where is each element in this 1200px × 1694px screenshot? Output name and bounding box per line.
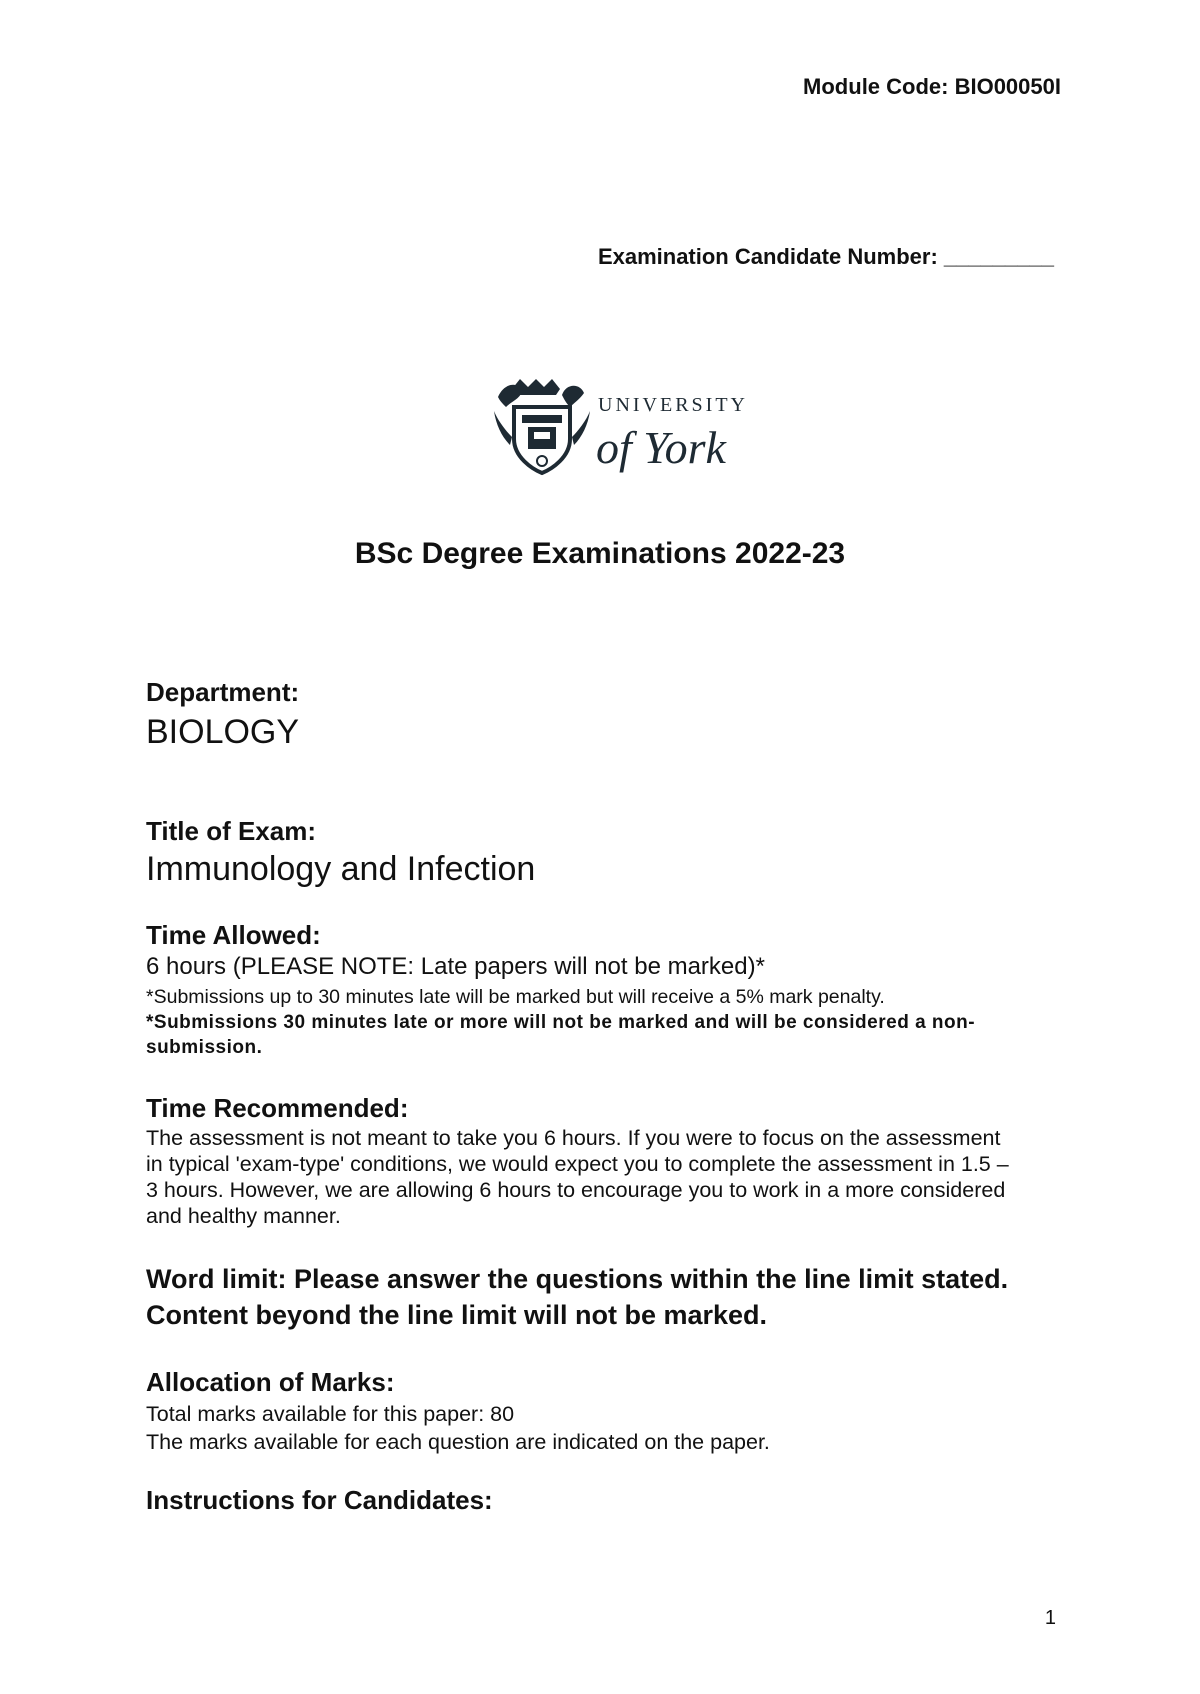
allocation-total: Total marks available for this paper: 80 [146, 1402, 515, 1426]
word-limit: Word limit: Please answer the questions within the line limit stated. Content beyond the line limit will not be marked. [146, 1264, 1009, 1330]
degree-title: BSc Degree Examinations 2022-23 [354, 537, 846, 570]
logo-text-top: UNIVERSITY [598, 394, 748, 416]
non-submission-note: *Submissions 30 minutes late or more will not be marked and will be considered a non-submission. [146, 1012, 976, 1058]
time-recommended-label: Time Recommended: [146, 1093, 409, 1123]
department-value: BIOLOGY [146, 713, 300, 751]
instructions-label: Instructions for Candidates: [146, 1485, 493, 1515]
late-penalty-note: *Submissions up to 30 minutes late will be marked but will receive a 5% mark penalty. [146, 986, 885, 1008]
allocation-label: Allocation of Marks: [146, 1367, 395, 1397]
time-allowed-value: 6 hours (PLEASE NOTE: Late papers will not be marked)* [146, 953, 765, 980]
exam-title-value: Immunology and Infection [146, 850, 536, 888]
module-code: Module Code: BIO00050I [803, 74, 1061, 99]
logo-text-bottom: of York [596, 422, 726, 473]
page-number: 1 [1044, 1607, 1056, 1629]
time-recommended-text: The assessment is not meant to take you 6 hours. If you were to focus on the assessment in typical 'exam-type' conditions, we would expect you to complete the assessment in 1.5 – 3 hours. However, we are allowing 6 hours to encourage you to work in a more considered and healthy manner. [146, 1126, 1009, 1228]
crest-icon [494, 379, 590, 473]
department-label: Department: [146, 677, 300, 707]
allocation-per-question: The marks available for each question are indicated on the paper. [146, 1430, 770, 1454]
candidate-number: Examination Candidate Number: _________ [597, 244, 1054, 269]
university-logo [492, 377, 752, 479]
exam-title-label: Title of Exam: [146, 816, 317, 846]
time-allowed-note [146, 985, 1006, 1060]
time-allowed-label: Time Allowed: [146, 920, 321, 950]
